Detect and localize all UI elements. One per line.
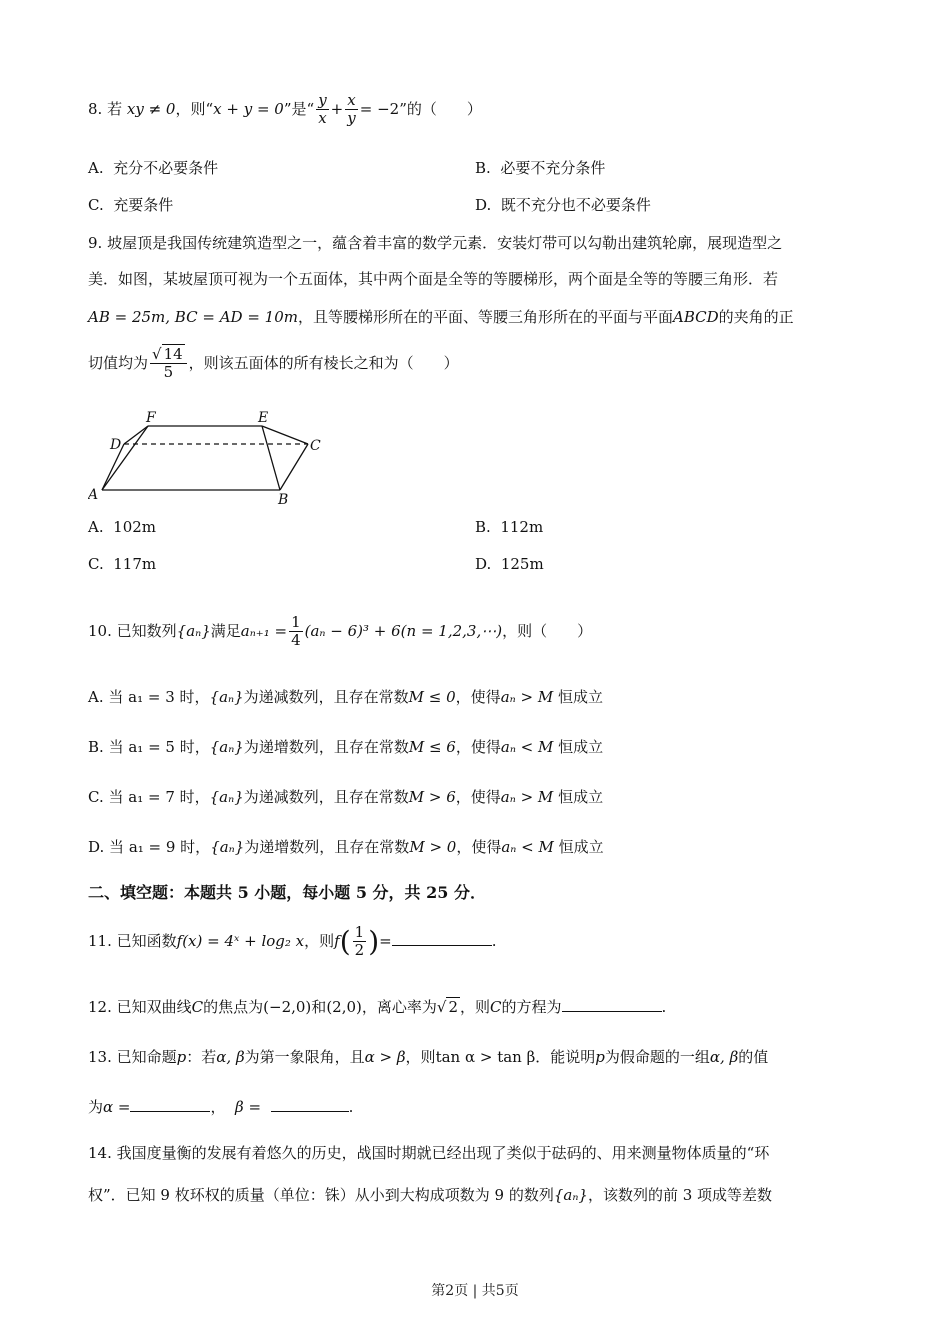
q8-rhs: = −2 (359, 99, 400, 118)
q8-statement1: x + y = 0 (213, 99, 284, 118)
q8-text: ”的（ ） (399, 99, 482, 118)
q13-line1: 13. 已知命题p：若α, β为第一象限角，且α > β，则tan α > tan β．能说明p为假命题的一组α, β的值 (88, 1048, 769, 1066)
q12-answer-blank[interactable] (562, 1011, 662, 1012)
q8-plus: + (330, 99, 344, 118)
label-a: A (88, 487, 99, 503)
q9-line1: 9. 坡屋顶是我国传统建筑造型之一，蕴含着丰富的数学元素．安装灯带可以勾勒出建筑轮廓，展现造型之 (88, 234, 783, 252)
q8-fraction1: $\frac{y}{x}$ (318, 91, 327, 128)
q8-option-a: A. 充分不必要条件 (88, 159, 219, 177)
q10-fraction: $\frac{1}{4}$ (291, 613, 301, 650)
edge-eb (262, 426, 280, 490)
q8-fraction2: $\frac{x}{y}$ (347, 91, 356, 128)
label-f: F (146, 410, 156, 426)
q8-text: 若 (107, 99, 123, 118)
q13-line2: 为α = ， β = . (88, 1098, 354, 1116)
page-footer: 第2页 | 共5页 (431, 1283, 519, 1299)
q10-option-c: C. 当 a₁ = 7 时，{aₙ}为递减数列，且存在常数M > 6，使得aₙ > M 恒成立 (88, 788, 604, 806)
q11-answer-blank[interactable] (392, 945, 492, 946)
q9-option-b: B. 112m (475, 518, 544, 536)
label-d: D (110, 437, 122, 453)
q9-line3: AB = 25m, BC = AD = 10m，且等腰梯形所在的平面、等腰三角形所在的平面与平面ABCD的夹角的正 (88, 308, 794, 326)
q8-condition: xy ≠ 0 (126, 99, 176, 118)
edge-ec (262, 426, 308, 444)
q10-stem: 10. 已知数列{aₙ}满足aₙ₊₁ = $\frac{1}{4}$ (aₙ − 6)³ + 6(n = 1,2,3,⋯)，则（ ） (88, 613, 593, 650)
q14-line1: 14. 我国度量衡的发展有着悠久的历史，战国时期就已经出现了类似于砝码的、用来测量物体质量的“环 (88, 1144, 770, 1162)
q9-line2: 美．如图，某坡屋顶可视为一个五面体，其中两个面是全等的等腰梯形，两个面是全等的等腰三角形．若 (88, 270, 779, 288)
q8-number: 8. (88, 99, 103, 118)
label-b: B (278, 492, 289, 508)
q9-option-d: D. 125m (475, 555, 544, 573)
q9-fraction: $\frac{√ 14}{5}$ (150, 346, 187, 382)
edge-af (102, 426, 148, 490)
q13-alpha-blank[interactable] (130, 1111, 210, 1112)
q8-option-c: C. 充要条件 (88, 196, 174, 214)
edge-df (124, 426, 148, 444)
edge-bc (280, 444, 308, 490)
q14-line2: 权”．已知 9 枚环权的质量（单位：铢）从小到大构成项数为 9 的数列{aₙ}，该数列的前 3 项成等差数 (88, 1186, 773, 1204)
q9-line4: 切值均为 $\frac{√ 14}{5}$ ，则该五面体的所有棱长之和为（ ） (88, 345, 459, 382)
label-e: E (258, 410, 269, 426)
q9-pentahedron-figure (88, 404, 328, 510)
q8-stem (88, 92, 482, 128)
q11-stem: 11. 已知函数f(x) = 4ˣ + log₂ x，则f( $\frac{1}{2}$ )= . (88, 923, 497, 960)
q8-option-d: D. 既不充分也不必要条件 (475, 196, 651, 214)
q12-stem: 12. 已知双曲线C的焦点为(−2,0)和(2,0)，离心率为√ 2 ，则C的方程为 . (88, 998, 667, 1016)
q10-option-d: D. 当 a₁ = 9 时，{aₙ}为递增数列，且存在常数M > 0，使得aₙ < M 恒成立 (88, 838, 604, 856)
q8-text: ”是“ (283, 99, 315, 118)
q13-beta-blank[interactable] (271, 1111, 349, 1112)
section2-title: 二、填空题：本题共 5 小题，每小题 5 分，共 25 分． (88, 883, 486, 902)
label-c: C (310, 438, 321, 454)
q8-text: ，则“ (175, 99, 214, 118)
q10-option-a: A. 当 a₁ = 3 时，{aₙ}为递减数列，且存在常数M ≤ 0，使得aₙ > M 恒成立 (88, 688, 603, 706)
q9-option-c: C. 117m (88, 555, 157, 573)
q9-option-a: A. 102m (88, 518, 157, 536)
q8-option-b: B. 必要不充分条件 (475, 159, 606, 177)
q10-option-b: B. 当 a₁ = 5 时，{aₙ}为递增数列，且存在常数M ≤ 6，使得aₙ < M 恒成立 (88, 738, 604, 756)
q11-fraction: $\frac{1}{2}$ (354, 923, 365, 960)
